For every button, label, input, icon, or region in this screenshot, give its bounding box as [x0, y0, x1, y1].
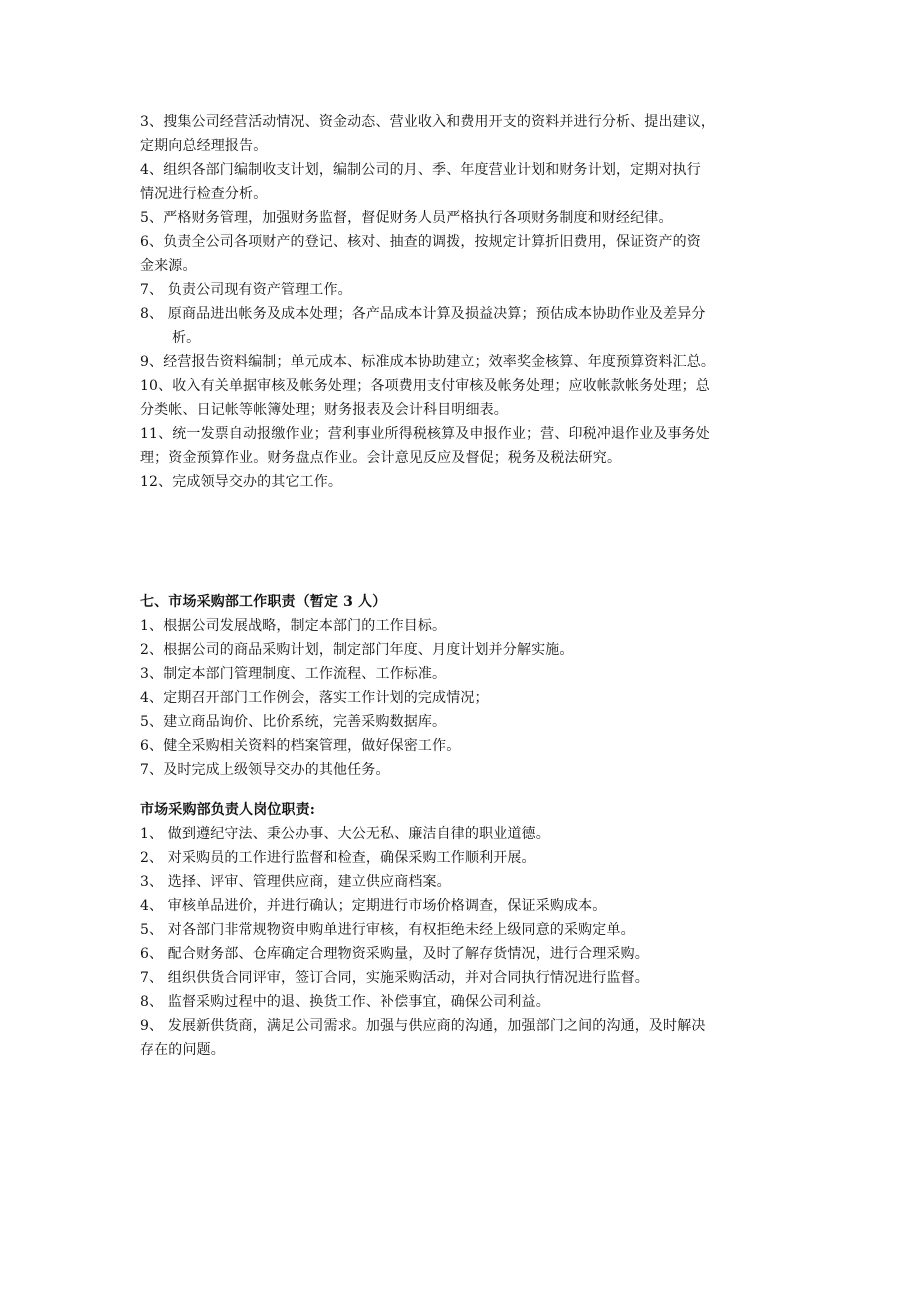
list-item: 析。 [172, 330, 201, 346]
list-item: 7、 组织供货合同评审，签订合同，实施采购活动，并对合同执行情况进行监督。 [140, 970, 649, 986]
list-item: 3、 选择、评审、管理供应商，建立供应商档案。 [140, 874, 451, 890]
list-item: 2、根据公司的商品采购计划，制定部门年度、月度计划并分解实施。 [140, 642, 574, 658]
section-spacer [140, 782, 785, 798]
list-item: 金来源。 [140, 258, 197, 274]
list-item: 分类帐、日记帐等帐簿处理；财务报表及会计科目明细表。 [140, 402, 508, 418]
section-spacer [140, 494, 785, 590]
list-item: 4、定期召开部门工作例会，落实工作计划的完成情况； [140, 690, 489, 706]
list-item: 1、根据公司发展战略，制定本部门的工作目标。 [140, 618, 447, 634]
list-item: 10、收入有关单据审核及帐务处理；各项费用支付审核及帐务处理；应收帐款帐务处理；总 [140, 378, 710, 394]
list-item: 定期向总经理报告。 [140, 138, 268, 154]
list-item: 5、 对各部门非常规物资申购单进行审核，有权拒绝未经上级同意的采购定单。 [140, 922, 635, 938]
list-item: 6、 配合财务部、仓库确定合理物资采购量，及时了解存货情况，进行合理采购。 [140, 946, 649, 962]
list-item: 理；资金预算作业。财务盘点作业。会计意见反应及督促；税务及税法研究。 [140, 450, 622, 466]
list-item: 12、完成领导交办的其它工作。 [140, 474, 343, 490]
list-item: 7、 负责公司现有资产管理工作。 [140, 282, 352, 298]
list-item: 6、负责全公司各项财产的登记、核对、抽查的调拨，按规定计算折旧费用，保证资产的资 [140, 234, 701, 250]
list-item: 9、经营报告资料编制；单元成本、标准成本协助建立；效率奖金核算、年度预算资料汇总。 [140, 354, 716, 370]
list-item: 8、 监督采购过程中的退、换货工作、补偿事宜，确保公司利益。 [140, 994, 550, 1010]
list-item: 存在的问题。 [140, 1042, 225, 1058]
list-item: 7、及时完成上级领导交办的其他任务。 [140, 762, 390, 778]
list-item: 1、 做到遵纪守法、秉公办事、大公无私、廉洁自律的职业道德。 [140, 826, 550, 842]
list-item: 4、 审核单品进价，并进行确认；定期进行市场价格调查，保证采购成本。 [140, 898, 607, 914]
list-item: 4、组织各部门编制收支计划，编制公司的月、季、年度营业计划和财务计划，定期对执行 [140, 162, 701, 178]
list-item: 情况进行检查分析。 [140, 186, 268, 202]
purchasing-duties-section [140, 590, 785, 782]
list-item: 2、 对采购员的工作进行监督和检查，确保采购工作顺利开展。 [140, 850, 536, 866]
list-item: 9、 发展新供货商，满足公司需求。加强与供应商的沟通，加强部门之间的沟通，及时解决 [140, 1018, 706, 1034]
list-item: 5、建立商品询价、比价系统，完善采购数据库。 [140, 714, 447, 730]
purchasing-head-duties-section [140, 798, 785, 1062]
finance-duties-list [140, 110, 785, 494]
document-page [140, 110, 785, 1062]
list-item: 3、制定本部门管理制度、工作流程、工作标准。 [140, 666, 447, 682]
section-heading: 市场采购部负责人岗位职责: [140, 802, 316, 818]
list-item: 5、严格财务管理，加强财务监督，督促财务人员严格执行各项财务制度和财经纪律。 [140, 210, 673, 226]
list-item: 3、搜集公司经营活动情况、资金动态、营业收入和费用开支的资料并进行分析、提出建议， [140, 114, 716, 130]
section-heading: 七、市场采购部工作职责（暂定 3 人） [140, 594, 387, 610]
list-item: 6、健全采购相关资料的档案管理，做好保密工作。 [140, 738, 461, 754]
list-item: 8、 原商品进出帐务及成本处理；各产品成本计算及损益决算；预估成本协助作业及差异分 [140, 306, 706, 322]
list-item: 11、统一发票自动报缴作业；营利事业所得税核算及申报作业；营、印税冲退作业及事务处 [140, 426, 710, 442]
